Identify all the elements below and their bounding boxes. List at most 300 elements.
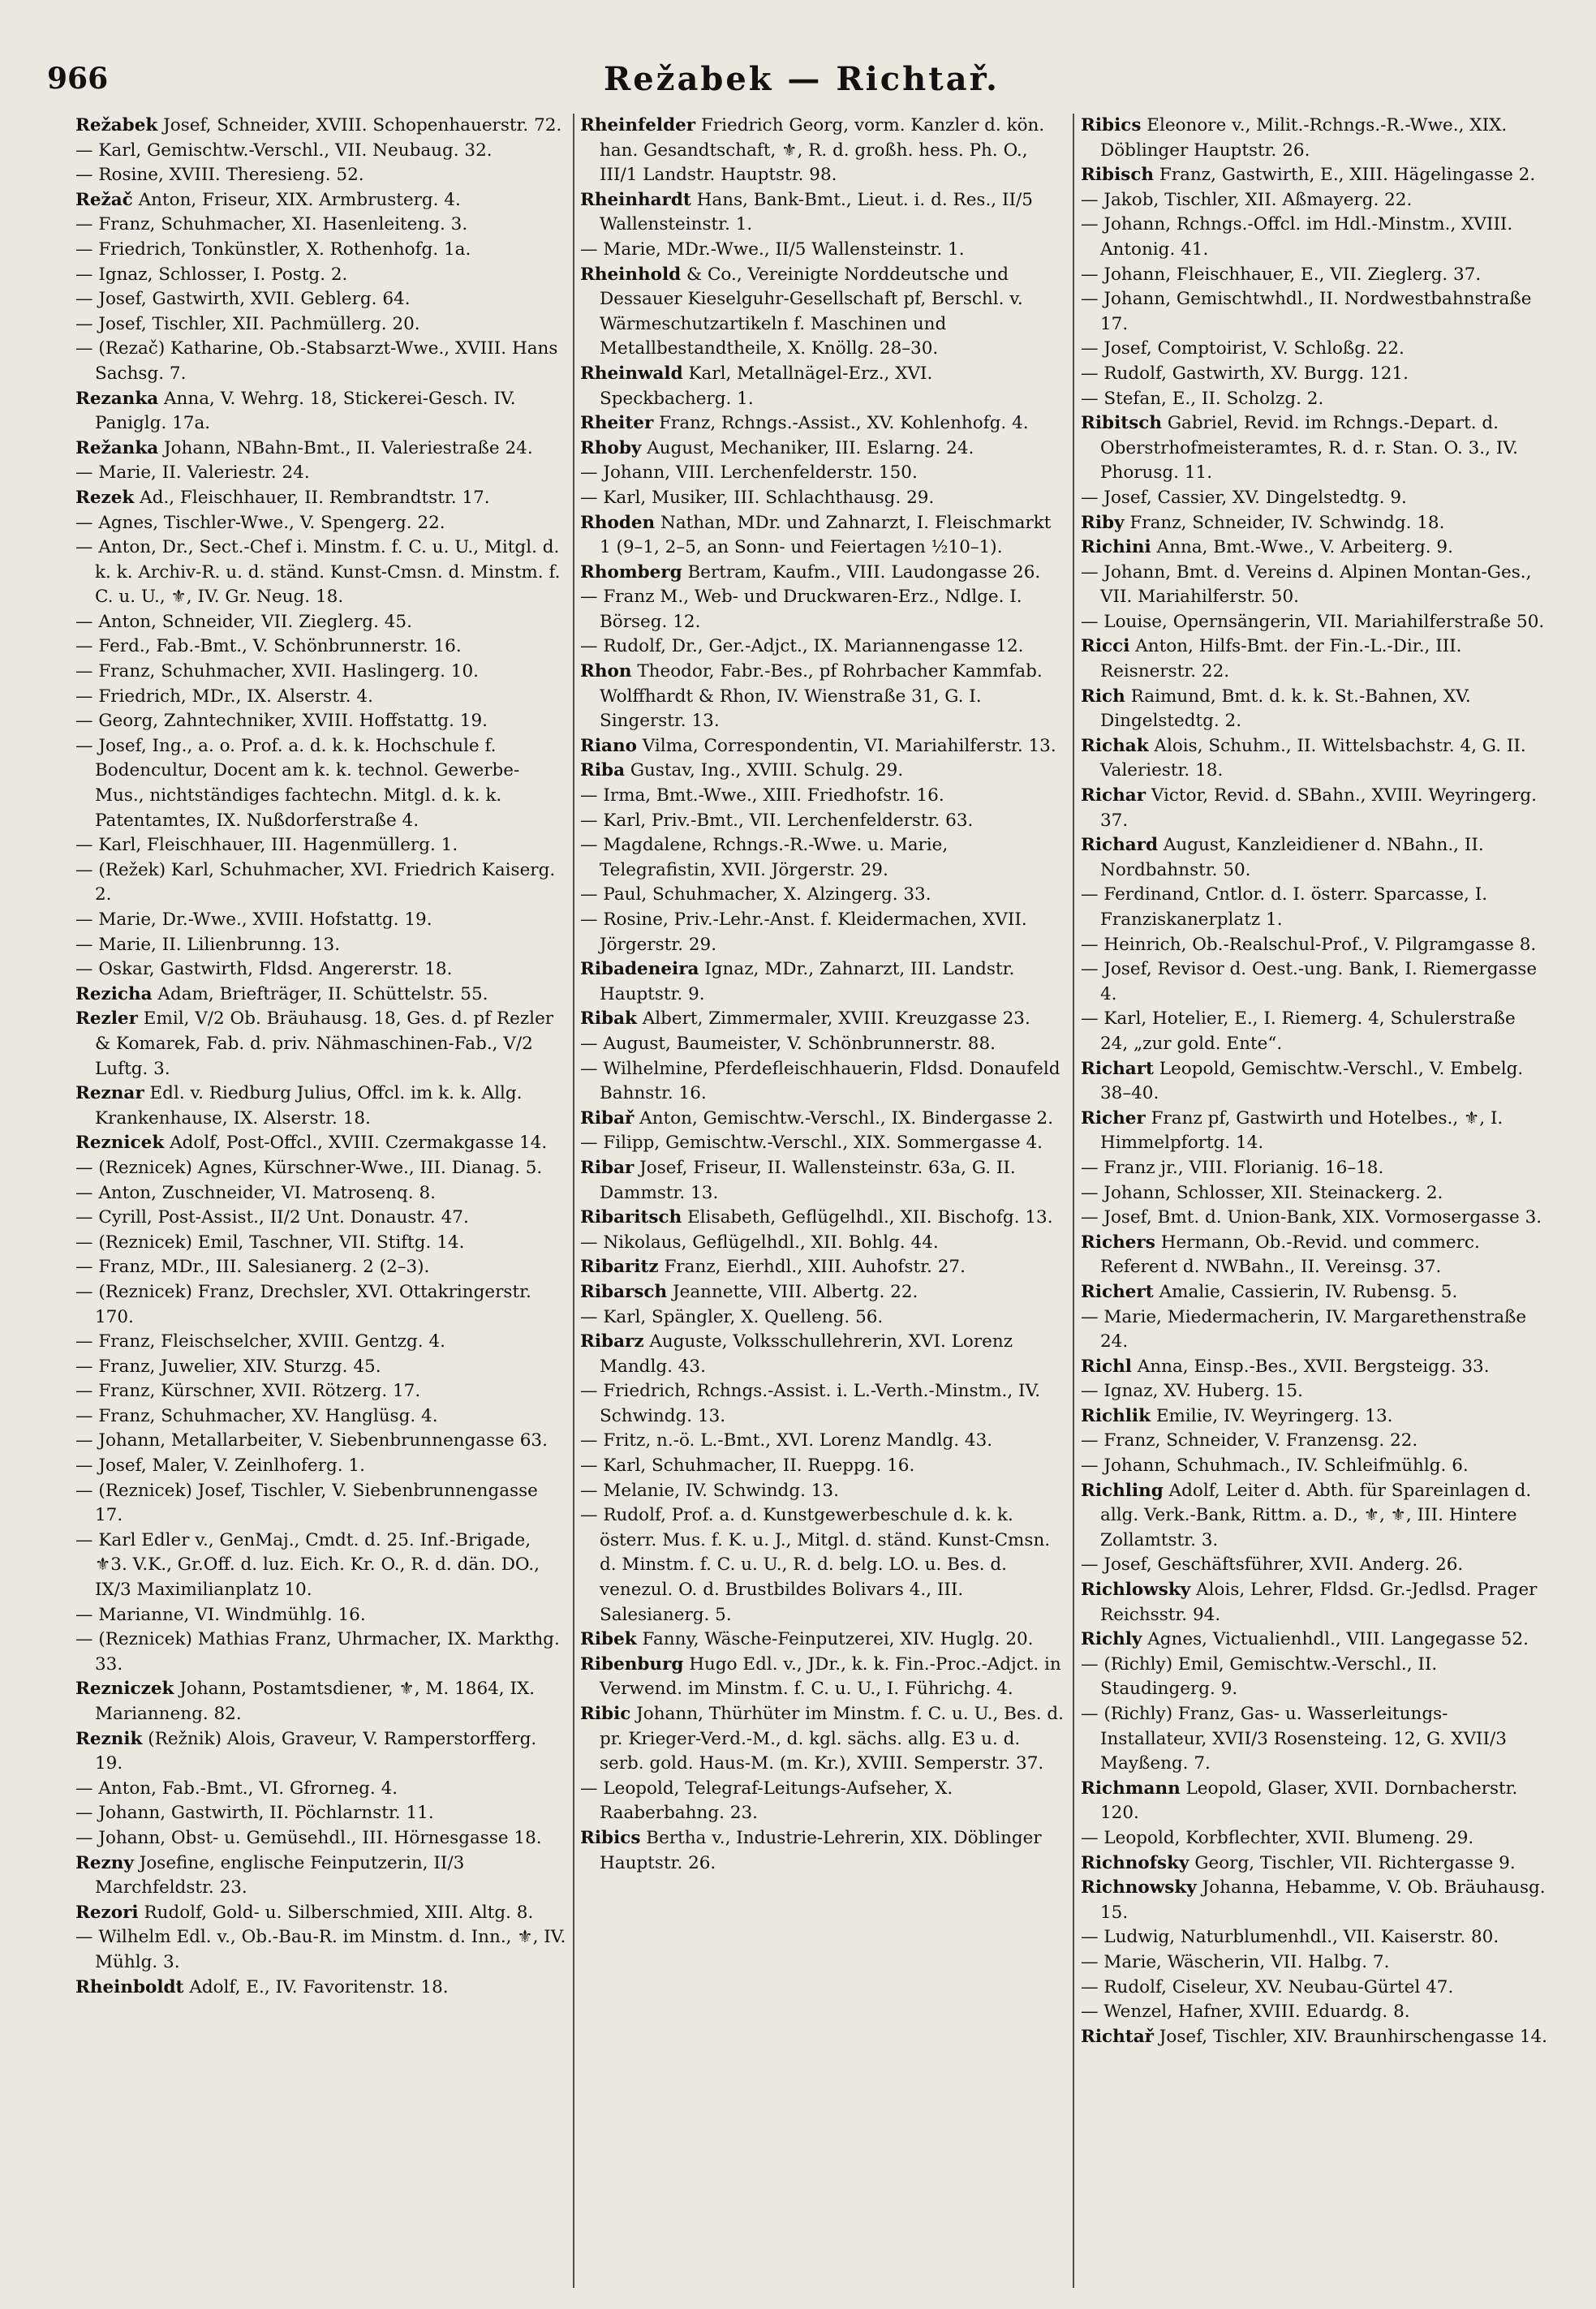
entry-surname: Ribenburg bbox=[580, 1653, 684, 1675]
entry-details: — (Reznicek) Franz, Drechsler, XVI. Ottakringerstr. 170. bbox=[75, 1281, 531, 1327]
entry-details: — Karl, Fleischhauer, III. Hagenmüllerg. 1. bbox=[75, 835, 458, 856]
entry-details: Rudolf, Gold- u. Silberschmied, XIII. Altg. 8. bbox=[138, 1902, 534, 1923]
entry-details: — Josef, Bmt. d. Union-Bank, XIX. Vormosergasse 3. bbox=[1081, 1207, 1542, 1228]
directory-entry bbox=[580, 1503, 1067, 1627]
directory-entry bbox=[580, 1305, 1067, 1331]
entry-details: — Heinrich, Ob.-Realschul-Prof., V. Pilgramgasse 8. bbox=[1081, 934, 1537, 955]
entry-details: — Josef, Maler, V. Zeinlhoferg. 1. bbox=[75, 1455, 365, 1477]
directory-entry bbox=[75, 660, 566, 685]
directory-entry bbox=[1081, 1305, 1547, 1355]
entry-surname: Ribarz bbox=[580, 1331, 644, 1352]
entry-details: Franz pf, Gastwirth und Hotelbes., ⚜, I. Himmelpfortg. 14. bbox=[1100, 1107, 1504, 1154]
entry-details: Johanna, Hebamme, V. Ob. Bräuhausg. 15. bbox=[1100, 1877, 1546, 1923]
entry-surname: Ribics bbox=[580, 1827, 641, 1848]
entry-surname: Rezniczek bbox=[75, 1679, 174, 1700]
directory-entry bbox=[1081, 685, 1547, 734]
entry-surname: Richard bbox=[1081, 835, 1159, 856]
directory-entry bbox=[1081, 634, 1547, 684]
directory-entry bbox=[1081, 411, 1547, 486]
entry-details: — Anton, Schneider, VII. Zieglerg. 45. bbox=[75, 611, 412, 632]
directory-entry bbox=[1081, 1777, 1547, 1826]
directory-entry bbox=[580, 511, 1067, 561]
directory-entry bbox=[75, 1603, 566, 1628]
directory-entry bbox=[75, 734, 566, 833]
entry-details: — Franz, Juwelier, XIV. Sturzg. 45. bbox=[75, 1356, 381, 1377]
entry-surname: Richert bbox=[1081, 1281, 1154, 1302]
entry-details: — Magdalene, Rchngs.-R.-Wwe. u. Marie, Telegrafistin, XVII. Jörgerstr. 29. bbox=[580, 835, 949, 880]
directory-entry bbox=[580, 1653, 1067, 1702]
directory-entry bbox=[580, 883, 1067, 908]
entry-details: Leopold, Glaser, XVII. Dornbacherstr. 120. bbox=[1100, 1778, 1518, 1824]
entry-details: Nathan, MDr. und Zahnarzt, I. Fleischmarkt 1 (9–1, 2–5, an Sonn- und Feiertagen ½10–1). bbox=[600, 512, 1052, 558]
entry-details: — Filipp, Gemischtw.-Verschl., XIX. Sommergasse 4. bbox=[580, 1133, 1043, 1154]
entry-surname: Ribadeneira bbox=[580, 959, 699, 980]
entry-details: Eleonore v., Milit.-Rchngs.-R.-Wwe., XIX. Döblinger Hauptstr. 26. bbox=[1100, 115, 1508, 161]
entry-surname: Ribic bbox=[580, 1704, 631, 1724]
directory-entry bbox=[75, 114, 566, 139]
entry-details: Bertram, Kaufm., VIII. Laudongasse 26. bbox=[682, 561, 1041, 583]
entry-details: — Jakob, Tischler, XII. Aßmayerg. 22. bbox=[1081, 189, 1413, 210]
directory-entry bbox=[580, 1107, 1067, 1132]
entry-surname: Richl bbox=[1081, 1356, 1132, 1377]
directory-entry bbox=[75, 461, 566, 486]
entry-details: Adolf, E., IV. Favoritenstr. 18. bbox=[183, 1976, 449, 1997]
entry-surname: Ribař bbox=[580, 1107, 635, 1129]
directory-entry bbox=[75, 1851, 566, 1901]
directory-entry bbox=[580, 1007, 1067, 1032]
directory-entry bbox=[580, 411, 1067, 436]
entry-details: Raimund, Bmt. d. k. k. St.-Bahnen, XV. Dingelstedtg. 2. bbox=[1100, 686, 1471, 732]
directory-entry bbox=[75, 610, 566, 635]
entry-details: — Karl Edler v., GenMaj., Cmdt. d. 25. Inf.-Brigade, ⚜3. V.K., Gr.Off. d. luz. Eich. Kr. O., R. d. dän. DO., IX/3 Maximilianplatz 10. bbox=[75, 1529, 540, 1601]
entry-details: — Franz M., Web- und Druckwaren-Erz., Ndlge. I. Börseg. 12. bbox=[580, 587, 1022, 632]
entry-details: — Marie, Wäscherin, VII. Halbg. 7. bbox=[1081, 1951, 1390, 1972]
entry-details: — Rudolf, Prof. a. d. Kunstgewerbeschule d. k. k. österr. Mus. f. K. u. J., Mitgl. d. ständ. Kunst-Cmsn. d. Minstm. f. C. u. U., R. d. belg. LO. u. Bes. d. venezul. O. d. Brustbildes Bolivars 4., III. Salesianerg. 5. bbox=[580, 1505, 1051, 1625]
entry-surname: Richmann bbox=[1081, 1778, 1181, 1799]
entry-details: Vilma, Correspondentin, VI. Mariahilferstr. 13. bbox=[636, 735, 1056, 756]
entry-details: — Franz, Schuhmacher, XVII. Haslingerg. 10. bbox=[75, 661, 479, 682]
entry-details: — Franz, Kürschner, XVII. Rötzerg. 17. bbox=[75, 1381, 421, 1402]
entry-details: Franz, Schneider, IV. Schwindg. 18. bbox=[1124, 512, 1445, 533]
directory-entry bbox=[580, 1479, 1067, 1504]
entry-details: Fanny, Wäsche-Feinputzerei, XIV. Huglg. 20. bbox=[636, 1629, 1034, 1650]
entry-details: Josefine, englische Feinputzerin, II/3 Marchfeldstr. 23. bbox=[95, 1852, 465, 1898]
entry-details: — Anton, Fab.-Bmt., VI. Gfrorneg. 4. bbox=[75, 1778, 398, 1799]
directory-entry bbox=[75, 1901, 566, 1926]
directory-entry bbox=[75, 833, 566, 858]
directory-entry bbox=[75, 1206, 566, 1231]
entry-details: — (Reznicek) Mathias Franz, Uhrmacher, IX. Markthg. 33. bbox=[75, 1629, 560, 1675]
entry-surname: Rheinboldt bbox=[75, 1976, 184, 1997]
directory-entry bbox=[75, 337, 566, 386]
entry-surname: Rezanka bbox=[75, 388, 159, 409]
entry-details: Franz, Gastwirth, E., XIII. Hägelingasse 2. bbox=[1154, 165, 1536, 186]
entry-details: — Karl, Priv.-Bmt., VII. Lerchenfelderstr. 63. bbox=[580, 810, 974, 831]
entry-details: — Ferd., Fab.-Bmt., V. Schönbrunnerstr. 16. bbox=[75, 636, 462, 657]
entry-surname: Rheinhold bbox=[580, 264, 682, 285]
directory-entry bbox=[75, 1280, 566, 1330]
directory-entry bbox=[75, 139, 566, 164]
directory-entry bbox=[1081, 1379, 1547, 1404]
entry-details: Bertha v., Industrie-Lehrerin, XIX. Döblinger Hauptstr. 26. bbox=[600, 1827, 1042, 1873]
directory-entry bbox=[1081, 1653, 1547, 1702]
entry-details: Agnes, Victualienhdl., VIII. Langegasse 52. bbox=[1142, 1629, 1529, 1650]
directory-entry bbox=[75, 957, 566, 983]
directory-entry bbox=[1081, 511, 1547, 536]
directory-entry bbox=[1081, 535, 1547, 561]
directory-entry bbox=[580, 1206, 1067, 1231]
directory-entry bbox=[1081, 1950, 1547, 1976]
directory-entry bbox=[75, 1777, 566, 1802]
entry-details: — Marianne, VI. Windmühlg. 16. bbox=[75, 1604, 366, 1625]
entry-details: — Josef, Comptoirist, V. Schloßg. 22. bbox=[1081, 338, 1405, 359]
directory-entry bbox=[1081, 610, 1547, 635]
directory-entry bbox=[580, 1231, 1067, 1256]
entry-surname: Richnowsky bbox=[1081, 1877, 1197, 1898]
directory-entry bbox=[580, 1429, 1067, 1454]
directory-entry bbox=[75, 1007, 566, 1081]
directory-entry bbox=[1081, 1627, 1547, 1653]
entry-details: — Johann, Bmt. d. Vereins d. Alpinen Montan-Ges., VII. Mariahilferstr. 50. bbox=[1081, 561, 1532, 608]
entry-details: — Ferdinand, Cntlor. d. I. österr. Sparcasse, I. Franziskanerplatz 1. bbox=[1081, 884, 1488, 930]
entry-details: — Anton, Zuschneider, VI. Matrosenq. 8. bbox=[75, 1182, 436, 1203]
entry-surname: Richini bbox=[1081, 537, 1151, 558]
entry-details: — (Režek) Karl, Schuhmacher, XVI. Friedrich Kaiserg. 2. bbox=[75, 859, 556, 905]
directory-entry bbox=[580, 486, 1067, 511]
directory-entry bbox=[75, 1454, 566, 1479]
directory-entry bbox=[75, 535, 566, 610]
entry-details: — Friedrich, Tonkünstler, X. Rothenhofg. 1a. bbox=[75, 239, 471, 260]
entry-surname: Režabek bbox=[75, 115, 158, 135]
directory-entry bbox=[1081, 163, 1547, 188]
entry-details: Alois, Lehrer, Fldsd. Gr.-Jedlsd. Prager Reichsstr. 94. bbox=[1100, 1580, 1538, 1625]
entry-details: — Wenzel, Hafner, XVIII. Eduardg. 8. bbox=[1081, 2002, 1410, 2023]
entry-details: — Josef, Revisor d. Oest.-ung. Bank, I. Riemergasse 4. bbox=[1081, 959, 1538, 1004]
entry-details: Josef, Tischler, XIV. Braunhirschengasse 14. bbox=[1153, 2026, 1547, 2047]
entry-details: — Agnes, Tischler-Wwe., V. Spengerg. 22. bbox=[75, 512, 445, 533]
directory-entry bbox=[75, 1131, 566, 1156]
entry-details: — Johann, Gastwirth, II. Pöchlarnstr. 11. bbox=[75, 1803, 434, 1824]
directory-entry bbox=[580, 660, 1067, 734]
entry-surname: Rezek bbox=[75, 487, 135, 508]
entry-details: Gabriel, Revid. im Rchngs.-Depart. d. Oberstrhofmeisteramtes, R. d. r. Stan. O. 3., IV. Phorusg. 11. bbox=[1100, 413, 1518, 484]
directory-entry bbox=[580, 114, 1067, 188]
entry-surname: Richly bbox=[1081, 1629, 1142, 1650]
entry-details: — Leopold, Korbflechter, XVII. Blumeng. 29. bbox=[1081, 1827, 1474, 1848]
entry-details: August, Mechaniker, III. Eslarng. 24. bbox=[641, 437, 974, 458]
entry-details: — Josef, Tischler, XII. Pachmüllerg. 20. bbox=[75, 313, 420, 334]
entry-details: Theodor, Fabr.-Bes., pf Rohrbacher Kammfab. Wolffhardt & Rhon, IV. Wienstraße 31, G. I. Singerstr. 13. bbox=[600, 661, 1043, 732]
directory-entry bbox=[580, 188, 1067, 238]
entry-details: Johann, Thürhüter im Minstm. f. C. u. U., Bes. d. pr. Krieger-Verd.-M., d. kgl. sächs. allg. E3 u. d. serb. gold. Haus-M. (m. Kr.), XVIII. Semperstr. 37. bbox=[600, 1704, 1064, 1774]
directory-entry bbox=[75, 1156, 566, 1181]
entry-details: Hans, Bank-Bmt., Lieut. i. d. Res., II/5 Wallensteinstr. 1. bbox=[600, 189, 1033, 235]
entry-surname: Richar bbox=[1081, 785, 1146, 806]
entry-surname: Režanka bbox=[75, 437, 159, 458]
entry-details: (Režnik) Alois, Graveur, V. Ramperstorfferg. 19. bbox=[95, 1728, 537, 1774]
directory-entry bbox=[1081, 486, 1547, 511]
directory-entry bbox=[1081, 1355, 1547, 1380]
entry-details: — Johann, Schuhmach., IV. Schleifmühlg. 6. bbox=[1081, 1455, 1469, 1477]
directory-column-2 bbox=[580, 114, 1067, 2296]
directory-entry bbox=[75, 213, 566, 238]
entry-details: — Marie, Miedermacherin, IV. Margarethenstraße 24. bbox=[1081, 1306, 1527, 1352]
directory-entry bbox=[1081, 114, 1547, 163]
directory-entry bbox=[75, 486, 566, 511]
directory-entry bbox=[75, 983, 566, 1008]
directory-entry bbox=[1081, 1578, 1547, 1627]
entry-details: Adolf, Post-Offcl., XVIII. Czermakgasse 14. bbox=[164, 1133, 548, 1154]
directory-entry bbox=[1081, 1206, 1547, 1231]
directory-entry bbox=[75, 1529, 566, 1603]
entry-surname: Richtař bbox=[1081, 2026, 1154, 2047]
entry-details: — Friedrich, MDr., IX. Alserstr. 4. bbox=[75, 686, 373, 707]
entry-details: — Leopold, Telegraf-Leitungs-Aufseher, X. Raaberbahng. 23. bbox=[580, 1778, 953, 1824]
entry-surname: Riba bbox=[580, 760, 625, 781]
entry-surname: Ribarsch bbox=[580, 1281, 668, 1302]
directory-entry bbox=[1081, 1925, 1547, 1950]
directory-entry bbox=[75, 1355, 566, 1380]
entry-details: — Karl, Hotelier, E., I. Riemerg. 4, Schulerstraße 24, „zur gold. Ente“. bbox=[1081, 1008, 1516, 1054]
entry-details: Edl. v. Riedburg Julius, Offcl. im k. k. Allg. Krankenhause, IX. Alserstr. 18. bbox=[95, 1083, 523, 1129]
directory-entry bbox=[580, 1627, 1067, 1653]
entry-details: — (Reznicek) Agnes, Kürschner-Wwe., III. Dianag. 5. bbox=[75, 1157, 543, 1178]
directory-entry bbox=[580, 1156, 1067, 1206]
entry-details: — Anton, Dr., Sect.-Chef i. Minstm. f. C. u. U., Mitgl. d. k. k. Archiv-R. u. d. ständ. Kunst-Cmsn. d. Minstm. f. C. u. U., ⚜, IV. Gr. Neug. 18. bbox=[75, 537, 561, 608]
entry-details: — Johann, Metallarbeiter, V. Siebenbrunnengasse 63. bbox=[75, 1430, 548, 1451]
entry-surname: Rezicha bbox=[75, 983, 153, 1004]
entry-details: — Franz, MDr., III. Salesianerg. 2 (2–3). bbox=[75, 1257, 430, 1278]
entry-details: — (Richly) Emil, Gemischtw.-Verschl., II. Staudingerg. 9. bbox=[1081, 1653, 1438, 1700]
directory-entry bbox=[75, 511, 566, 536]
directory-entry bbox=[75, 1976, 566, 2001]
directory-entry bbox=[75, 1081, 566, 1131]
directory-entry bbox=[580, 1702, 1067, 1777]
entry-details: — Franz jr., VIII. Florianig. 16–18. bbox=[1081, 1157, 1384, 1178]
directory-entry bbox=[75, 436, 566, 462]
entry-surname: Richak bbox=[1081, 735, 1149, 756]
entry-details: Hermann, Ob.-Revid. und commerc. Referent d. NWBahn., II. Vereinsg. 37. bbox=[1100, 1232, 1480, 1278]
entry-details: Anna, Einsp.-Bes., XVII. Bergsteigg. 33. bbox=[1131, 1356, 1490, 1377]
entry-surname: Rheinwald bbox=[580, 363, 683, 384]
directory-entry bbox=[1081, 1231, 1547, 1280]
entry-details: — Ludwig, Naturblumenhdl., VII. Kaiserstr. 80. bbox=[1081, 1927, 1499, 1948]
directory-entry bbox=[580, 784, 1067, 809]
entry-details: Karl, Metallnägel-Erz., XVI. Speckbacherg. 1. bbox=[600, 363, 933, 409]
directory-entry bbox=[75, 1925, 566, 1975]
entry-details: Elisabeth, Geflügelhdl., XII. Bischofg. 13. bbox=[682, 1207, 1053, 1228]
directory-entry bbox=[580, 1379, 1067, 1429]
directory-entry bbox=[1081, 957, 1547, 1007]
entry-details: — Josef, Geschäftsführer, XVII. Anderg. 26. bbox=[1081, 1554, 1464, 1576]
directory-entry bbox=[1081, 1553, 1547, 1578]
entry-details: — (Reznicek) Emil, Taschner, VII. Stiftg. 14. bbox=[75, 1232, 465, 1253]
entry-details: Anton, Gemischtw.-Verschl., IX. Bindergasse 2. bbox=[634, 1107, 1054, 1129]
entry-details: — Marie, MDr.-Wwe., II/5 Wallensteinstr. 1. bbox=[580, 239, 965, 260]
directory-entry bbox=[75, 858, 566, 908]
directory-entry bbox=[1081, 287, 1547, 337]
directory-entry bbox=[1081, 1057, 1547, 1107]
directory-entry bbox=[580, 1131, 1067, 1156]
directory-entry bbox=[1081, 1280, 1547, 1305]
entry-surname: Rezler bbox=[75, 1008, 138, 1030]
entry-surname: Richlowsky bbox=[1081, 1580, 1191, 1601]
entry-details: — (Reznicek) Josef, Tischler, V. Siebenbrunnengasse 17. bbox=[75, 1480, 538, 1526]
directory-entry bbox=[1081, 1479, 1547, 1554]
entry-details: — Johann, VIII. Lerchenfelderstr. 150. bbox=[580, 462, 918, 484]
entry-details: — Georg, Zahntechniker, XVIII. Hoffstattg. 19. bbox=[75, 711, 488, 732]
directory-entry bbox=[580, 957, 1067, 1007]
entry-details: — Johann, Obst- u. Gemüsehdl., III. Hörnesgasse 18. bbox=[75, 1827, 542, 1848]
directory-entry bbox=[75, 933, 566, 958]
directory-entry bbox=[580, 1777, 1067, 1826]
directory-entry bbox=[1081, 1404, 1547, 1430]
entry-details: Josef, Schneider, XVIII. Schopenhauerstr. 72. bbox=[157, 115, 562, 135]
directory-entry bbox=[75, 387, 566, 436]
directory-entry bbox=[75, 1801, 566, 1826]
entry-details: Friedrich Georg, vorm. Kanzler d. kön. han. Gesandtschaft, ⚜, R. d. großh. hess. Ph. O., III/1 Landstr. Hauptstr. 98. bbox=[600, 115, 1045, 186]
entry-details: — Oskar, Gastwirth, Fldsd. Angererstr. 18. bbox=[75, 959, 453, 980]
entry-surname: Ribak bbox=[580, 1008, 637, 1030]
column-divider bbox=[1073, 114, 1074, 2288]
entry-surname: Richers bbox=[1081, 1232, 1155, 1253]
entry-details: — Johann, Rchngs.-Offcl. im Hdl.-Minstm., XVIII. Antonig. 41. bbox=[1081, 214, 1513, 260]
entry-details: Johann, Postamtsdiener, ⚜, M. 1864, IX. Marianneng. 82. bbox=[95, 1679, 536, 1724]
entry-surname: Ribek bbox=[580, 1629, 637, 1650]
entry-details: Franz, Rchngs.-Assist., XV. Kohlenhofg. 4. bbox=[653, 413, 1029, 434]
directory-entry bbox=[1081, 1826, 1547, 1851]
directory-entry bbox=[580, 908, 1067, 957]
entry-details: Ignaz, MDr., Zahnarzt, III. Landstr. Hauptstr. 9. bbox=[600, 959, 1015, 1004]
entry-details: Franz, Eierhdl., XIII. Auhofstr. 27. bbox=[658, 1257, 966, 1278]
entry-details: — Johann, Fleischhauer, E., VII. Zieglerg. 37. bbox=[1081, 264, 1482, 285]
entry-details: Anton, Hilfs-Bmt. der Fin.-L.-Dir., III. Reisnerstr. 22. bbox=[1100, 636, 1462, 682]
page-number: 966 bbox=[47, 62, 109, 96]
entry-surname: Ricci bbox=[1081, 636, 1130, 657]
directory-entry bbox=[580, 1454, 1067, 1479]
entry-surname: Rhomberg bbox=[580, 561, 682, 583]
entry-details: Adam, Briefträger, II. Schüttelstr. 55. bbox=[152, 983, 488, 1004]
directory-entry bbox=[75, 1379, 566, 1404]
entry-details: — Rudolf, Ciseleur, XV. Neubau-Gürtel 47. bbox=[1081, 1976, 1454, 1997]
entry-surname: Rhoden bbox=[580, 512, 656, 533]
entry-details: — Nikolaus, Geflügelhdl., XII. Bohlg. 44. bbox=[580, 1232, 939, 1253]
entry-details: — (Richly) Franz, Gas- u. Wasserleitungs-Installateur, XVII/3 Rosensteing. 12, G. XVII/3 Mayßeng. 7. bbox=[1081, 1704, 1507, 1774]
entry-details: — Rudolf, Gastwirth, XV. Burgg. 121. bbox=[1081, 363, 1409, 384]
entry-surname: Richlik bbox=[1081, 1405, 1151, 1426]
entry-details: — Franz, Schneider, V. Franzensg. 22. bbox=[1081, 1430, 1418, 1451]
entry-surname: Režač bbox=[75, 189, 133, 210]
directory-entry bbox=[75, 312, 566, 338]
entry-details: Auguste, Volksschullehrerin, XVI. Lorenz Mandlg. 43. bbox=[600, 1331, 1013, 1377]
entry-details: Georg, Tischler, VII. Richtergasse 9. bbox=[1189, 1852, 1516, 1873]
entry-details: — Ignaz, Schlosser, I. Postg. 2. bbox=[75, 264, 348, 285]
entry-surname: Ribaritz bbox=[580, 1257, 659, 1278]
entry-details: — Marie, II. Valeriestr. 24. bbox=[75, 462, 310, 484]
entry-details: & Co., Vereinigte Norddeutsche und Dessauer Kieselguhr-Gesellschaft pf, Berschl. v. Wärmeschutzartikeln f. Maschinen und Metallbestandtheile, X. Knöllg. 28–30. bbox=[600, 264, 1023, 359]
directory-entry bbox=[580, 436, 1067, 462]
directory-entry bbox=[1081, 561, 1547, 610]
directory-entry bbox=[1081, 1702, 1547, 1777]
directory-entry bbox=[580, 1032, 1067, 1057]
directory-entry bbox=[1081, 213, 1547, 262]
directory-entry bbox=[580, 809, 1067, 834]
entry-details: — Melanie, IV. Schwindg. 13. bbox=[580, 1480, 839, 1501]
entry-surname: Riano bbox=[580, 735, 637, 756]
entry-details: — Rudolf, Dr., Ger.-Adjct., IX. Mariannengasse 12. bbox=[580, 636, 1024, 657]
entry-surname: Rheinhardt bbox=[580, 189, 691, 210]
directory-entry bbox=[1081, 883, 1547, 932]
entry-details: — Marie, II. Lilienbrunng. 13. bbox=[75, 934, 341, 955]
entry-surname: Rheiter bbox=[580, 413, 654, 434]
entry-details: — Stefan, E., II. Scholzg. 2. bbox=[1081, 388, 1324, 409]
entry-details: — Rosine, XVIII. Theresieng. 52. bbox=[75, 165, 364, 186]
entry-surname: Ribar bbox=[580, 1157, 635, 1178]
entry-surname: Ribisch bbox=[1081, 165, 1155, 186]
directory-entry bbox=[75, 1181, 566, 1206]
directory-entry bbox=[1081, 188, 1547, 213]
directory-entry bbox=[75, 287, 566, 312]
entry-details: — Wilhelm Edl. v., Ob.-Bau-R. im Minstm. d. Inn., ⚜, IV. Mühlg. 3. bbox=[75, 1927, 566, 1972]
entry-surname: Richnofsky bbox=[1081, 1852, 1189, 1873]
directory-entry bbox=[75, 908, 566, 933]
directory-entry bbox=[75, 1330, 566, 1355]
directory-entry bbox=[1081, 784, 1547, 833]
entry-details: — Johann, Gemischtwhdl., II. Nordwestbahnstraße 17. bbox=[1081, 289, 1532, 334]
directory-entry bbox=[580, 1330, 1067, 1379]
entry-details: Amalie, Cassierin, IV. Rubensg. 5. bbox=[1153, 1281, 1458, 1302]
page-title: Režabek — Richtař. bbox=[604, 60, 1000, 98]
directory-column-1 bbox=[75, 114, 566, 2296]
directory-entry bbox=[580, 238, 1067, 263]
entry-details: — Irma, Bmt.-Wwe., XIII. Friedhofstr. 16. bbox=[580, 785, 944, 806]
entry-details: — Josef, Cassier, XV. Dingelstedtg. 9. bbox=[1081, 487, 1407, 508]
directory-entry bbox=[580, 1826, 1067, 1876]
entry-details: Leopold, Gemischtw.-Verschl., V. Embelg. 38–40. bbox=[1100, 1058, 1524, 1104]
directory-entry bbox=[580, 561, 1067, 586]
directory-entry bbox=[580, 833, 1067, 883]
directory-entry bbox=[75, 1627, 566, 1677]
entry-surname: Rheinfelder bbox=[580, 115, 696, 135]
entry-details: Anna, Bmt.-Wwe., V. Arbeiterg. 9. bbox=[1151, 537, 1453, 558]
directory-entry bbox=[75, 1429, 566, 1454]
entry-surname: Richart bbox=[1081, 1058, 1154, 1079]
entry-surname: Ribics bbox=[1081, 115, 1142, 135]
entry-surname: Reznicek bbox=[75, 1133, 165, 1154]
directory-entry bbox=[1081, 1107, 1547, 1156]
entry-details: Johann, NBahn-Bmt., II. Valeriestraße 24. bbox=[158, 437, 533, 458]
directory-entry bbox=[1081, 1976, 1547, 2001]
directory-entry bbox=[580, 759, 1067, 784]
entry-details: Anna, V. Wehrg. 18, Stickerei-Gesch. IV. Paniglg. 17a. bbox=[95, 388, 516, 434]
entry-details: Emilie, IV. Weyringerg. 13. bbox=[1151, 1405, 1393, 1426]
directory-entry bbox=[75, 1479, 566, 1529]
entry-details: August, Kanzleidiener d. NBahn., II. Nordbahnstr. 50. bbox=[1100, 835, 1484, 880]
directory-entry bbox=[75, 1231, 566, 1256]
directory-entry bbox=[1081, 734, 1547, 784]
directory-entry bbox=[75, 1404, 566, 1430]
entry-details: — Marie, Dr.-Wwe., XVIII. Hofstattg. 19. bbox=[75, 909, 432, 930]
entry-details: — Ignaz, XV. Huberg. 15. bbox=[1081, 1381, 1303, 1402]
entry-details: — Friedrich, Rchngs.-Assist. i. L.-Verth.-Minstm., IV. Schwindg. 13. bbox=[580, 1381, 1041, 1426]
directory-entry bbox=[1081, 337, 1547, 362]
entry-surname: Rhoby bbox=[580, 437, 642, 458]
entry-surname: Rezny bbox=[75, 1852, 134, 1873]
directory-entry bbox=[1081, 833, 1547, 883]
entry-details: — Louise, Opernsängerin, VII. Mariahilferstraße 50. bbox=[1081, 611, 1545, 632]
directory-entry bbox=[580, 263, 1067, 362]
directory-entry bbox=[1081, 1454, 1547, 1479]
